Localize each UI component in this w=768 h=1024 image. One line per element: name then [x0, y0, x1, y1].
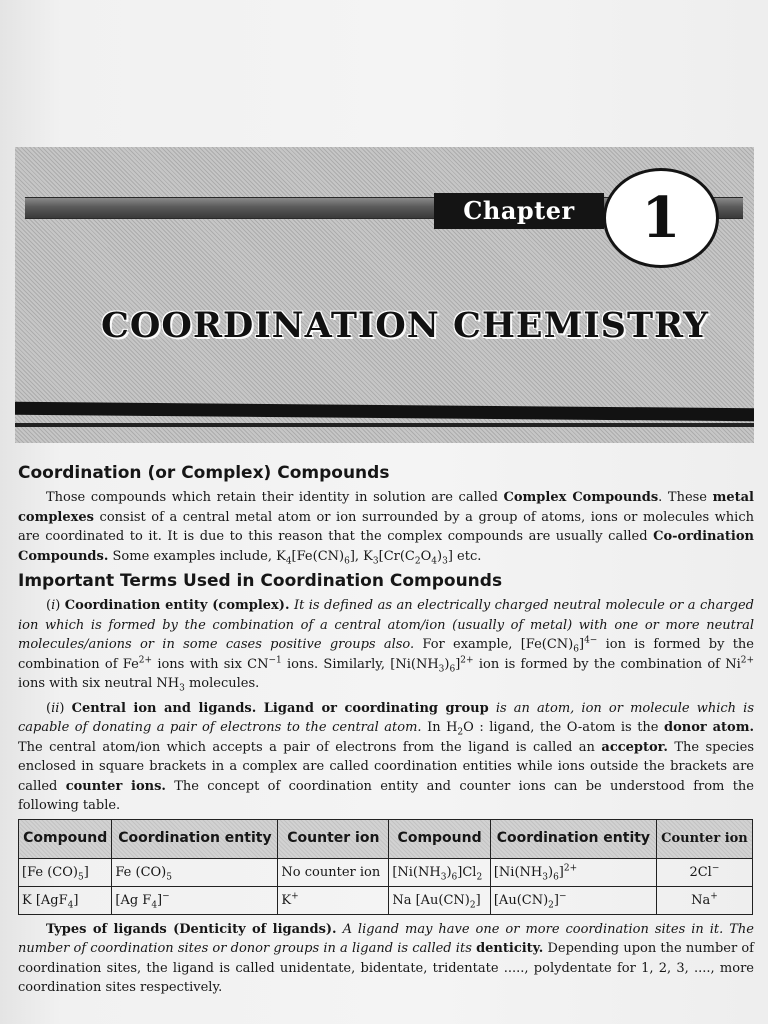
paragraph-central-ion-ligands: (ii) Central ion and ligands. Ligand or coordinating group is an atom, ion or molecule which is capable of donating a pair of electrons to the central atom. In $H_2O$ : ligand, the O-atom is the donor atom. The central atom/ion which accepts a pair of electrons from the ligand is called an acceptor. The species enclosed in square brackets in a complex are called coordination entities while ions outside the brackets are called counter ions. The concept of coordination entity and counter ions can be understood from the following table. — [18, 700, 755, 813]
chapter-number: 1 — [641, 185, 681, 251]
table-header: Coordination entity — [490, 819, 656, 858]
table-header: Compound — [389, 819, 491, 858]
table-header: Coordination entity — [112, 819, 278, 858]
table-row — [19, 858, 753, 886]
chapter-banner — [15, 147, 754, 443]
paragraph-coordination-entity: (i) Coordination entity (complex). It is defined as an electrically charged neutral molecule or a charged ion which is formed by the combination of a central atom/ion (usually of metal) with one or more neutral molecules/anions or in some cases positive groups also. For example, $[Fe(CN)_6]^{4-}$ ion is formed by the combination of $Fe^{2+}$ ions with six $CN^{-1}$ ions. Similarly, $[Ni(NH_3)_6]^{2+}$ ion is formed by the combination of $Ni^{2+}$ ions with six neutral $NH_3$ molecules. — [18, 598, 755, 694]
banner-rule-thin — [15, 423, 754, 427]
table-cell: $[Ni(NH_3)_6]^{2+}$ — [490, 858, 656, 886]
section-heading-important-terms: Important Terms Used in Coordination Compounds — [18, 571, 503, 591]
table-cell: [Ag $F_4]^-$ — [112, 886, 278, 914]
paragraph-types-of-ligands: Types of ligands (Denticity of ligands). A ligand may have one or more coordination sites in it. The number of coordination sites or donor groups in a ligand is called its denticity. Depending upon the number of coordination sites, the ligand is called unidentate, bidentate, tridentate ....., polydentate for 1, 2, 3, ...., more coordination sites respectively. — [18, 921, 754, 995]
table-cell: 2Cl− — [656, 858, 752, 886]
table-cell: $[Au(CN)_2]^-$ — [490, 886, 656, 914]
table-header: Counter ion — [656, 819, 752, 858]
page-content — [18, 462, 754, 998]
table-header: Counter ion — [278, 819, 389, 858]
table-cell: [Fe $(CO)_5$] — [19, 858, 112, 886]
table-header: Compound — [19, 819, 112, 858]
table-cell: $[Ni(NH_3)_6]Cl_2$ — [389, 858, 491, 886]
table-cell: Fe $(CO)_5$ — [112, 858, 278, 886]
chapter-number-circle — [603, 168, 719, 268]
paragraph-complex-compounds: Those compounds which retain their identity in solution are called Complex Compounds. These metal complexes consist of a central metal atom or ion surrounded by a group of atoms, ions or molecules which are coordinated to it. It is due to this reason that the complex compounds are usually called Co-ordination Compounds. Some examples include, $K_4[Fe(CN)_6]$, $K_3[Cr(C_2O_4)_3]$ etc. — [18, 490, 754, 567]
chapter-title: COORDINATION CHEMISTRY — [101, 305, 709, 346]
section-heading-coordination-compounds: Coordination (or Complex) Compounds — [18, 463, 390, 483]
coordination-table — [18, 819, 753, 915]
table-cell: Na $[Au(CN)_2]$ — [389, 886, 491, 914]
table-cell: K+ — [278, 886, 389, 914]
table-row — [19, 886, 753, 914]
banner-rule-thick — [15, 402, 754, 421]
show-through-text — [470, 86, 730, 126]
table-header-row — [19, 819, 753, 858]
table-cell: No counter ion — [278, 858, 389, 886]
chapter-label: Chapter — [434, 193, 604, 229]
table-cell: K [AgF$_4$] — [19, 886, 112, 914]
table-cell: Na+ — [656, 886, 752, 914]
